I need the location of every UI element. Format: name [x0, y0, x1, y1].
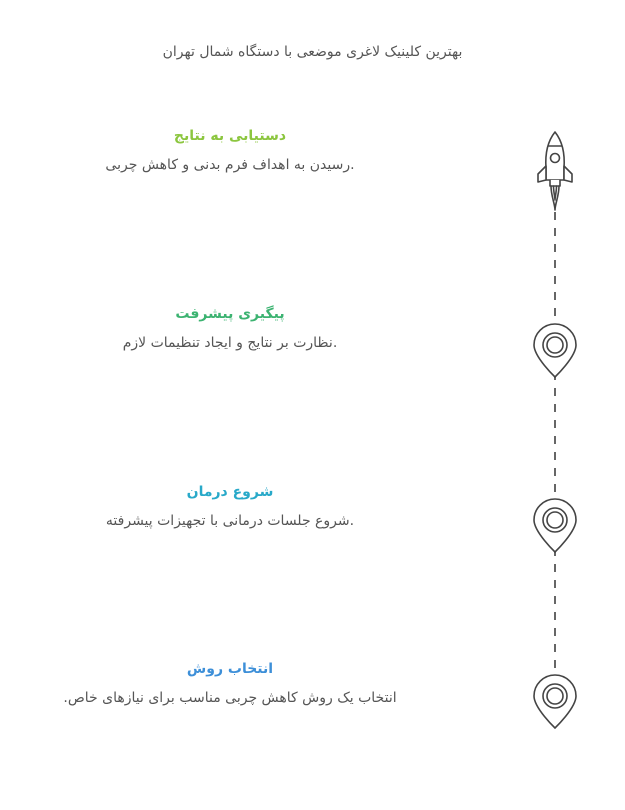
rocket-icon [538, 132, 572, 210]
step-title: پیگیری پیشرفت [175, 306, 285, 322]
timeline-step-progress [20, 306, 440, 355]
map-pin-icon [534, 675, 576, 728]
timeline [520, 120, 600, 760]
map-pin-icon [534, 324, 576, 377]
step-description: .رسیدن به اهداف فرم بدنی و کاهش چربی [105, 157, 355, 173]
step-description: انتخاب یک روش کاهش چربی مناسب برای نیازهای خاص. [63, 690, 397, 706]
step-title: دستیابی به نتایج [173, 128, 287, 144]
step-description: .نظارت بر نتایج و ایجاد تنظیمات لازم [122, 335, 338, 351]
timeline-graphic [520, 120, 600, 760]
timeline-step-start-treatment [20, 484, 440, 533]
step-title: شروع درمان [186, 484, 274, 500]
page-title: بهترین کلینیک لاغری موضعی با دستگاه شمال تهران [162, 44, 463, 60]
step-description: .شروع جلسات درمانی با تجهیزات پیشرفته [105, 513, 355, 529]
timeline-step-choose-method [20, 661, 440, 710]
timeline-step-results [20, 128, 440, 177]
map-pin-icon [534, 499, 576, 552]
step-title: انتخاب روش [186, 661, 274, 677]
